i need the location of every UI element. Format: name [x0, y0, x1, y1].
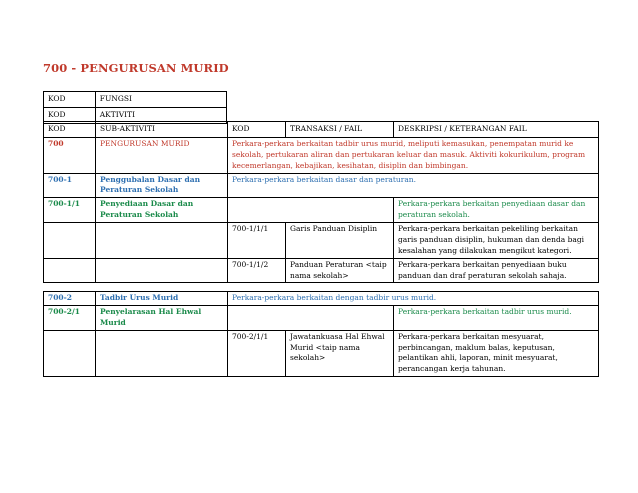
row-kod: 700 — [44, 137, 96, 173]
header-table-left — [43, 91, 227, 124]
empty-cell — [44, 330, 96, 377]
row-name: PENGURUSAN MURID — [96, 137, 228, 173]
header-kod-fail: KOD — [228, 122, 286, 138]
header-row-fungsi — [44, 92, 227, 108]
table-row — [44, 330, 599, 377]
header-kod: KOD — [44, 107, 96, 123]
row-desc: Perkara-perkara berkaitan dengan tadbir urus murid. — [228, 292, 599, 306]
empty-cell — [228, 198, 394, 223]
row-name: Penggubalan Dasar dan Peraturan Sekolah — [96, 173, 228, 198]
header-aktiviti: AKTIVITI — [95, 107, 226, 123]
header-fungsi: FUNGSI — [95, 92, 226, 108]
header-row-sub-aktiviti — [44, 122, 599, 138]
main-table-2 — [43, 291, 599, 377]
file-kod: 700-2/1/1 — [228, 330, 286, 377]
page-title: 700 - PENGURUSAN MURID — [43, 61, 229, 75]
file-name: Jawatankuasa Hal Ehwal Murid <taip nama sekolah> — [286, 330, 394, 377]
row-desc: Perkara-perkara berkaitan dasar dan peraturan. — [228, 173, 599, 198]
empty-cell — [96, 330, 228, 377]
row-name: Tadbir Urus Murid — [96, 292, 228, 306]
empty-cell — [44, 223, 96, 259]
table-row — [44, 305, 599, 330]
row-desc: Perkara-perkara berkaitan tadbir urus murid. — [394, 305, 599, 330]
row-kod: 700-1/1 — [44, 198, 96, 223]
file-kod: 700-1/1/2 — [228, 258, 286, 283]
table-row — [44, 198, 599, 223]
row-name: Penyediaan Dasar dan Peraturan Sekolah — [96, 198, 228, 223]
header-sub-aktiviti: SUB-AKTIVITI — [96, 122, 228, 138]
header-deskripsi: DESKRIPSI / KETERANGAN FAIL — [394, 122, 599, 138]
row-kod: 700-2 — [44, 292, 96, 306]
table-row — [44, 223, 599, 259]
row-kod: 700-2/1 — [44, 305, 96, 330]
header-kod: KOD — [44, 122, 96, 138]
file-desc: Perkara-perkara berkaitan pekeliling berkaitan garis panduan disiplin, hukuman dan denda bagi kesalahan yang dilakukan mengikut kategori. — [394, 223, 599, 259]
file-name: Garis Panduan Disiplin — [286, 223, 394, 259]
header-transaksi: TRANSAKSI / FAIL — [286, 122, 394, 138]
file-desc: Perkara-perkara berkaitan mesyuarat, perbincangan, maklum balas, keputusan, pelantikan ahli, laporan, minit mesyuarat, perancangan kerja tahunan. — [394, 330, 599, 377]
empty-cell — [96, 223, 228, 259]
header-kod: KOD — [44, 92, 96, 108]
row-desc: Perkara-perkara berkaitan tadbir urus murid, meliputi kemasukan, penempatan murid ke sekolah, pertukaran aliran dan pertukaran keluar dan masuk. Aktiviti kokurikulum, program kecemerlangan, kebajikan, kesihatan, disiplin dan bimbingan. — [228, 137, 599, 173]
file-kod: 700-1/1/1 — [228, 223, 286, 259]
table-row — [44, 173, 599, 198]
empty-cell — [44, 258, 96, 283]
empty-cell — [228, 305, 394, 330]
row-kod: 700-1 — [44, 173, 96, 198]
file-name: Panduan Peraturan <taip nama sekolah> — [286, 258, 394, 283]
table-row — [44, 137, 599, 173]
table-row — [44, 292, 599, 306]
table-row — [44, 258, 599, 283]
file-desc: Perkara-perkara berkaitan penyediaan buku panduan dan draf peraturan sekolah sahaja. — [394, 258, 599, 283]
row-desc: Perkara-perkara berkaitan penyediaan dasar dan peraturan sekolah. — [394, 198, 599, 223]
main-table-1 — [43, 121, 599, 283]
row-name: Penyelarasan Hal Ehwal Murid — [96, 305, 228, 330]
empty-cell — [96, 258, 228, 283]
